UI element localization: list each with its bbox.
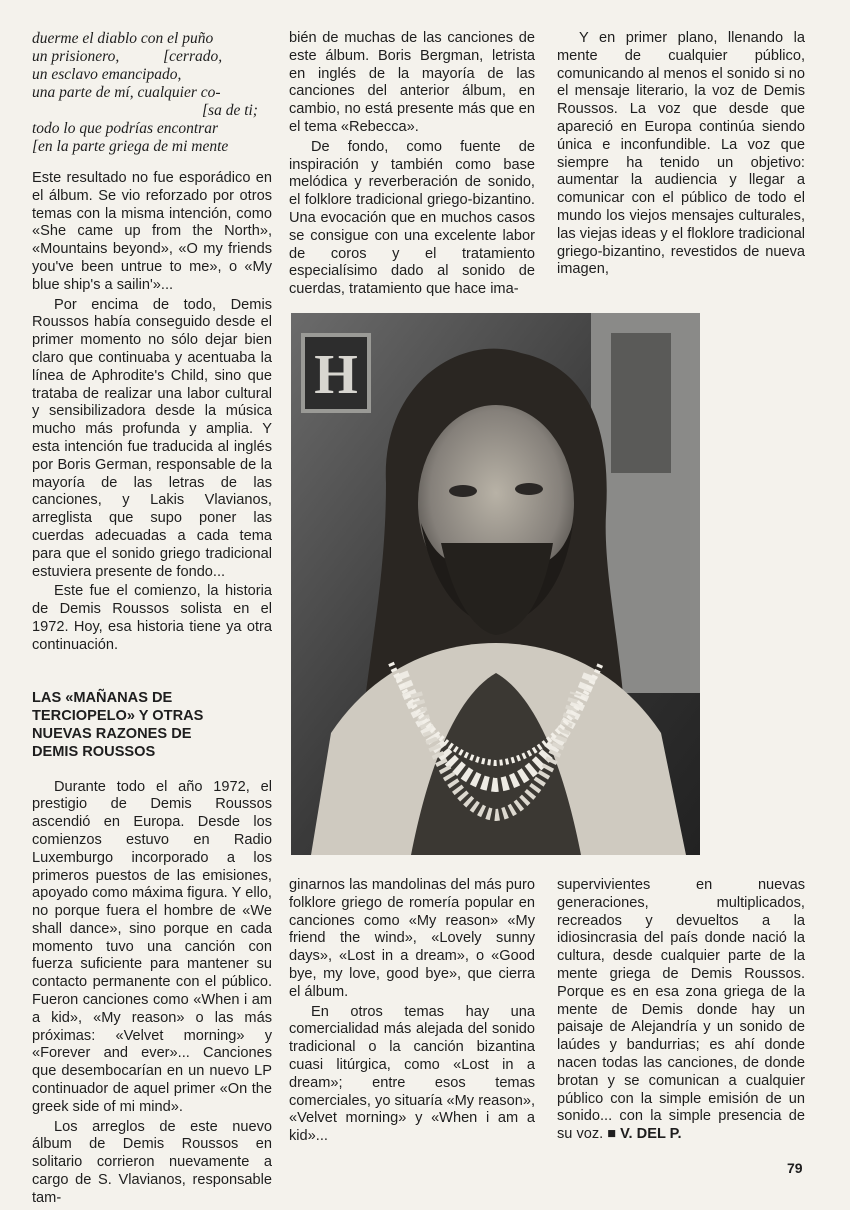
paragraph: ginarnos las mandolinas del más puro folklore griego de romería popular en canciones como «My reason» «My friend the wind», «Lovely sunny days», «Lost in a dream», o «Good bye, my love, good bye», que cierra el álbum.	[289, 877, 535, 1000]
poem-line: un esclavo emancipado,	[32, 66, 182, 83]
page-number: 79	[787, 1160, 803, 1176]
paragraph: Este fue el comienzo, la historia de Demis Roussos solista en el 1972. Hoy, esa historia tiene ya otra continuación.	[32, 583, 272, 653]
poem-line: [cerrado,	[163, 48, 223, 65]
column-left	[32, 30, 272, 1210]
section-subheading: LAS «MAÑANAS DE TERCIOPELO» Y OTRAS NUEVAS RAZONES DE DEMIS ROUSSOS	[32, 689, 204, 760]
poem-line: todo lo que podrías encontrar	[32, 120, 218, 137]
poem-line: una parte de mí, cualquier co-	[32, 84, 221, 101]
poem-line: duerme el diablo con el puño	[32, 30, 214, 47]
paragraph: De fondo, como fuente de inspiración y también como base melódica y reverberación de sonido, el folklore tradicional griego-bizantino. Una evocación que en muchos casos se consigue con una excelente labor de coros y el tratamiento especialísimo dado al sonido de cuerdas, tratamiento que hace ima-	[289, 138, 535, 298]
paragraph: Por encima de todo, Demis Roussos había conseguido desde el primer momento no sólo dejar bien claro que continuaba y acentuaba la línea de Aphrodite's Child, sino que trataba de realizar una labor cultural y sensibilizadora desde la música mucho más profunda y amplia. Y esta intención fue traducida al inglés por Boris German, responsable de la mayoría de las letras de las canciones, y Lakis Vlavianos, arreglista que supo poner las cuerdas adecuadas a cada tema para que el sonido griego tradicional estuviera presente de fondo...	[32, 296, 272, 580]
column-middle-top	[289, 30, 535, 301]
sign-letter: H	[314, 344, 358, 406]
paragraph: Durante todo el año 1972, el prestigio de Demis Roussos ascendió en Europa. Desde los comienzos estuvo en Radio Luxemburgo incorporado a los primeros puestos de las emisiones, apoyado como máxima figura. Y ello, no porque fuera el hombre de «We shall dance», sino porque en cada momento tuvo una canción con fuerza suficiente para mantener su contacto permanente con el público. Fueron canciones como «When i am a kid», «My reason» o las más próximas: «Velvet morning» y «Forever and ever»... Canciones que desembocarían en un nuevo LP continuador de aquel primer «On the greek side of mi mind».	[32, 778, 272, 1115]
poem-line: [en la parte griega de mi mente	[32, 138, 229, 155]
paragraph: Este resultado no fue esporádico en el álbum. Se vio reforzado por otros temas con la misma intención, como «She came up from the North», «Mountains beyond», «O my friends you've been untrue to me», o «My blue ship's a sailin'»...	[32, 170, 272, 293]
portrait-illustration	[291, 313, 700, 855]
poem-excerpt	[32, 30, 272, 156]
poem-line: un prisionero,	[32, 48, 120, 65]
paragraph: Y en primer plano, llenando la mente de cualquier público, comunicando al menos el sonido si no el mensaje literario, la voz de Demis Roussos. La voz que desde que apareció en Europa continúa siendo única e inconfundible. La voz que siempre ha tenido un objetivo: aumentar la audiencia y llegar a comunicar con el público de todo el mundo los viejos mensajes culturales, las viejas ideas y el floklore tradicional griego-bizantino, revestidos de nueva imagen,	[557, 30, 805, 278]
column-middle-bottom	[289, 877, 535, 1148]
paragraph: bién de muchas de las canciones de este álbum. Boris Bergman, letrista en inglés de la mayoría de las canciones del anterior álbum, en cambio, no está presente más que en el tema «Rebecca».	[289, 30, 535, 135]
column-right-top	[557, 30, 805, 281]
paragraph: En otros temas hay una comercialidad más alejada del sonido tradicional o la canción bizantina cuasi litúrgica, como «Lost in a dream»; entre esos temas comerciales, yo situaría «My reason», «Velvet morning» y «When i am a kid»...	[289, 1003, 535, 1145]
portrait-photo	[291, 313, 700, 855]
author-signature: ■ V. DEL P.	[607, 1126, 682, 1143]
paragraph: supervivientes en nuevas generaciones, multiplicados, recreados y devueltos a la idiosincrasia del país donde nació la cultura, desde cualquier parte de la mente griega de Demis Roussos. Porque es en esa zona griega de la mente de Demis donde hay un paisaje de Alejandría y un sonido de laúdes y bandurrias; es ahí donde nacen todas las canciones, de donde brotan y se comunican a cualquier público con la simple emisión de un sonido... con la simple presencia de su voz.	[557, 877, 805, 1143]
paragraph: Los arreglos de este nuevo álbum de Demis Roussos en solitario corrieron nuevamente a cargo de S. Vlavianos, responsable tam-	[32, 1118, 272, 1206]
poem-line: [sa de ti;	[202, 102, 258, 119]
column-right-bottom	[557, 877, 805, 1146]
